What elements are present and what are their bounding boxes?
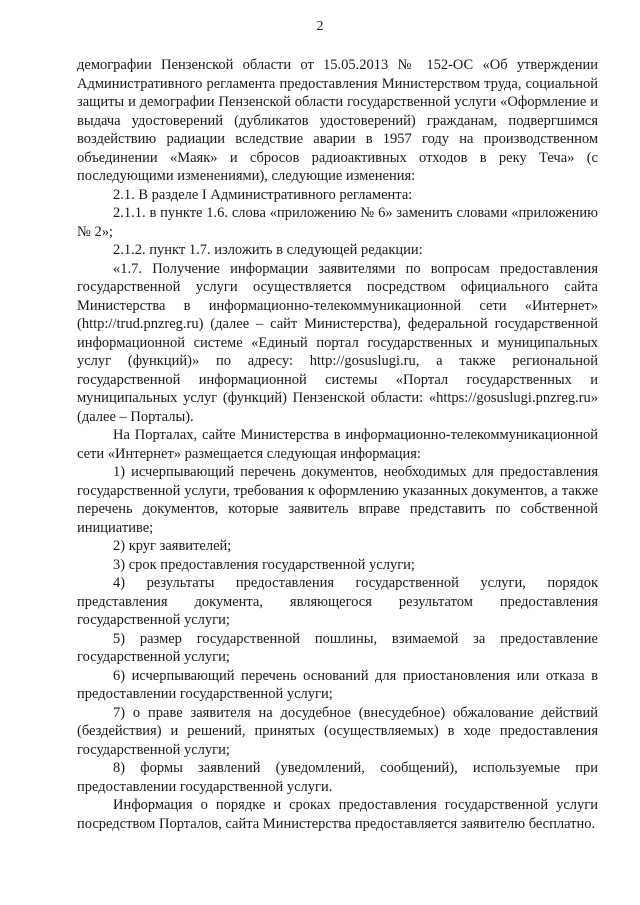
paragraph: На Порталах, сайте Министерства в информационно-телекоммуникационной сети «Интернет» размещается следующая информация: [77, 427, 598, 462]
paragraph: 2) круг заявителей; [113, 538, 232, 554]
paragraph: 5) размер государственной пошлины, взимаемой за предоставление государственной услуги; [77, 630, 598, 665]
paragraph: 2.1.2. пункт 1.7. изложить в следующей редакции: [113, 242, 423, 258]
page-number: 2 [316, 19, 324, 34]
paragraph: Информация о порядке и сроках предоставления государственной услуги посредством Порталов, сайта Министерства предоставляется заявителю бесплатно. [77, 797, 598, 832]
paragraph: 6) исчерпывающий перечень оснований для приостановления или отказа в предоставлении государственной услуги; [77, 667, 598, 702]
paragraph: 4) результаты предоставления государственной услуги, порядок представления документа, являющегося результатом предоставления государственной услуги; [77, 575, 598, 628]
paragraph: 2.1. В разделе I Административного регламента: [113, 186, 413, 203]
paragraph: 3) срок предоставления государственной услуги; [113, 556, 415, 573]
paragraph: демографии Пензенской области от 15.05.2013 № 152-ОС «Об утверждении Административного регламента предоставления Министерством труда, социальной защиты и демографии Пензенской области государственной услуги «Оформление и выдача удостоверений (дубликатов удостоверений) гражданам, подвергшимся воздействию радиации вследствие аварии в 1957 году на производственном объединении «Маяк» и сбросов радиоактивных отходов в реку Теча» (с последующими изменениями), следующие изменения: [77, 57, 598, 184]
paragraph: 1) исчерпывающий перечень документов, необходимых для предоставления государственной услуги, требования к оформлению указанных документов, а также перечень документов, которые заявитель вправе представить по собственной инициативе; [77, 464, 598, 536]
paragraph: 8) формы заявлений (уведомлений, сообщений), используемые при предоставлении государственной услуги. [77, 760, 598, 795]
paragraph: «1.7. Получение информации заявителями по вопросам предоставления государственной услуги осуществляется посредством официального сайта Министерства в информационно-телекоммуникационной сети «Интернет» (http://trud.pnzreg.ru) (далее – сайт Министерства), федеральной государственной информационной системе «Единый портал государственных и муниципальных услуг (функций)» по адресу: http://gosuslugi.ru, а также региональной государственной информационной системы «Портал государственных и муниципальных услуг (функций) Пензенской области: «https://gosuslugi.pnzreg.ru» (далее – Порталы). [77, 260, 598, 425]
paragraph: 7) о праве заявителя на досудебное (внесудебное) обжалование действий (бездействия) и решений, принятых (осуществляемых) в ходе предоставления государственной услуги; [77, 704, 598, 758]
paragraph: 2.1.1. в пункте 1.6. слова «приложению № 6» заменить словами «приложению № 2»; [77, 205, 598, 240]
document-body [77, 56, 598, 833]
